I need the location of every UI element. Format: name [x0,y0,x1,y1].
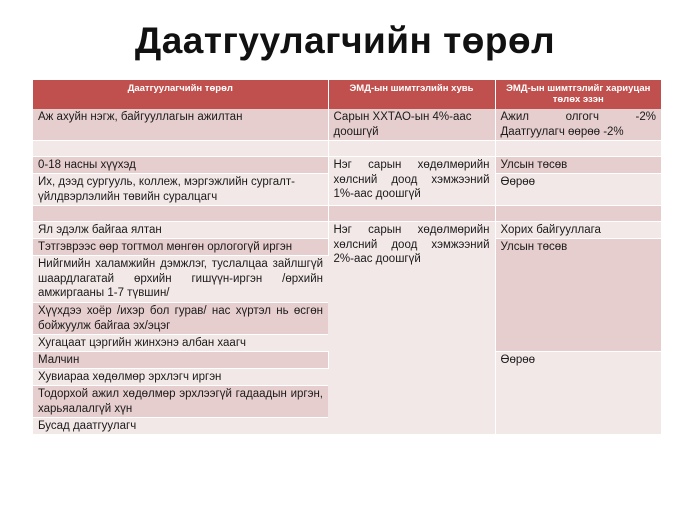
table-cell: Сарын ХХТАО-ын 4%-аас доошгүй [328,109,495,141]
header-insured-type: Даатгуулагчийн төрөл [33,80,328,109]
table-cell-group: Нэг сарын хөдөлмөрийн хөлсний доод хэмжээний 2%-аас доошгүй [328,222,495,435]
table-cell: Их, дээд сургууль, коллеж, мэргэжлийн сургалт-үйлдвэрлэлийн төвийн суралцагч [33,174,328,206]
table-cell: Нийгмийн халамжийн дэмжлэг, туслалцаа зайлшгүй шаардлагатай өрхийн гишүүн-иргэн /өрхийн амжиргааны 1-7 түвшин/ [33,256,328,303]
slide-title: Даатгуулагчийн төрөл [134,20,556,61]
table-cell: Өөрөө [495,174,661,206]
table-cell: Тодорхой ажил хөдөлмөр эрхлээгүй гадаадын иргэн, харьяалалгүй хүн [33,386,328,418]
table-cell: Ял эдэлж байгаа ялтан [33,222,328,239]
table-cell: Хугацаат цэргийн жинхэнэ албан хаагч [33,335,328,352]
table-cell: Аж ахуйн нэгж, байгууллагын ажилтан [33,109,328,141]
table-cell-group: Нэг сарын хөдөлмөрийн хөлсний доод хэмжээний 1%-аас доошгүй [328,157,495,206]
table-cell: Хувиараа хөдөлмөр эрхлэгч иргэн [33,369,328,386]
table-cell: Хүүхдээ хоёр /ихэр бол гурав/ нас хүртэл нь өсгөн бойжуулж байгаа эх/эцэг [33,303,328,335]
table-cell: Тэтгэврээс өөр тогтмол мөнгөн орлогогүй иргэн [33,239,328,256]
table-cell [328,206,495,222]
table-cell [33,206,328,222]
table-cell: Бусад даатгуулагч [33,418,328,435]
table-cell [328,141,495,157]
table-cell-group: Өөрөө [495,352,661,435]
header-contribution-rate: ЭМД-ын шимтгэлийн хувь [328,80,495,109]
table-cell [495,206,661,222]
table-row [33,157,661,174]
table-cell: Улсын төсөв [495,157,661,174]
table-row [33,109,661,141]
table-cell: Малчин [33,352,328,369]
insured-types-table [33,80,661,435]
header-payer: ЭМД-ын шимтгэлийг хариуцан төлөх эзэн [495,80,661,109]
spacer-row [33,141,661,157]
table-cell [33,141,328,157]
table-row [33,222,661,239]
table-cell: Ажил олгогч -2% Даатгуулагч өөрөө -2% [495,109,661,141]
table-cell: Хорих байгууллага [495,222,661,239]
table-cell-group: Улсын төсөв [495,239,661,352]
table-cell [495,141,661,157]
spacer-row [33,206,661,222]
table-cell: 0-18 насны хүүхэд [33,157,328,174]
table-header-row [33,80,661,109]
